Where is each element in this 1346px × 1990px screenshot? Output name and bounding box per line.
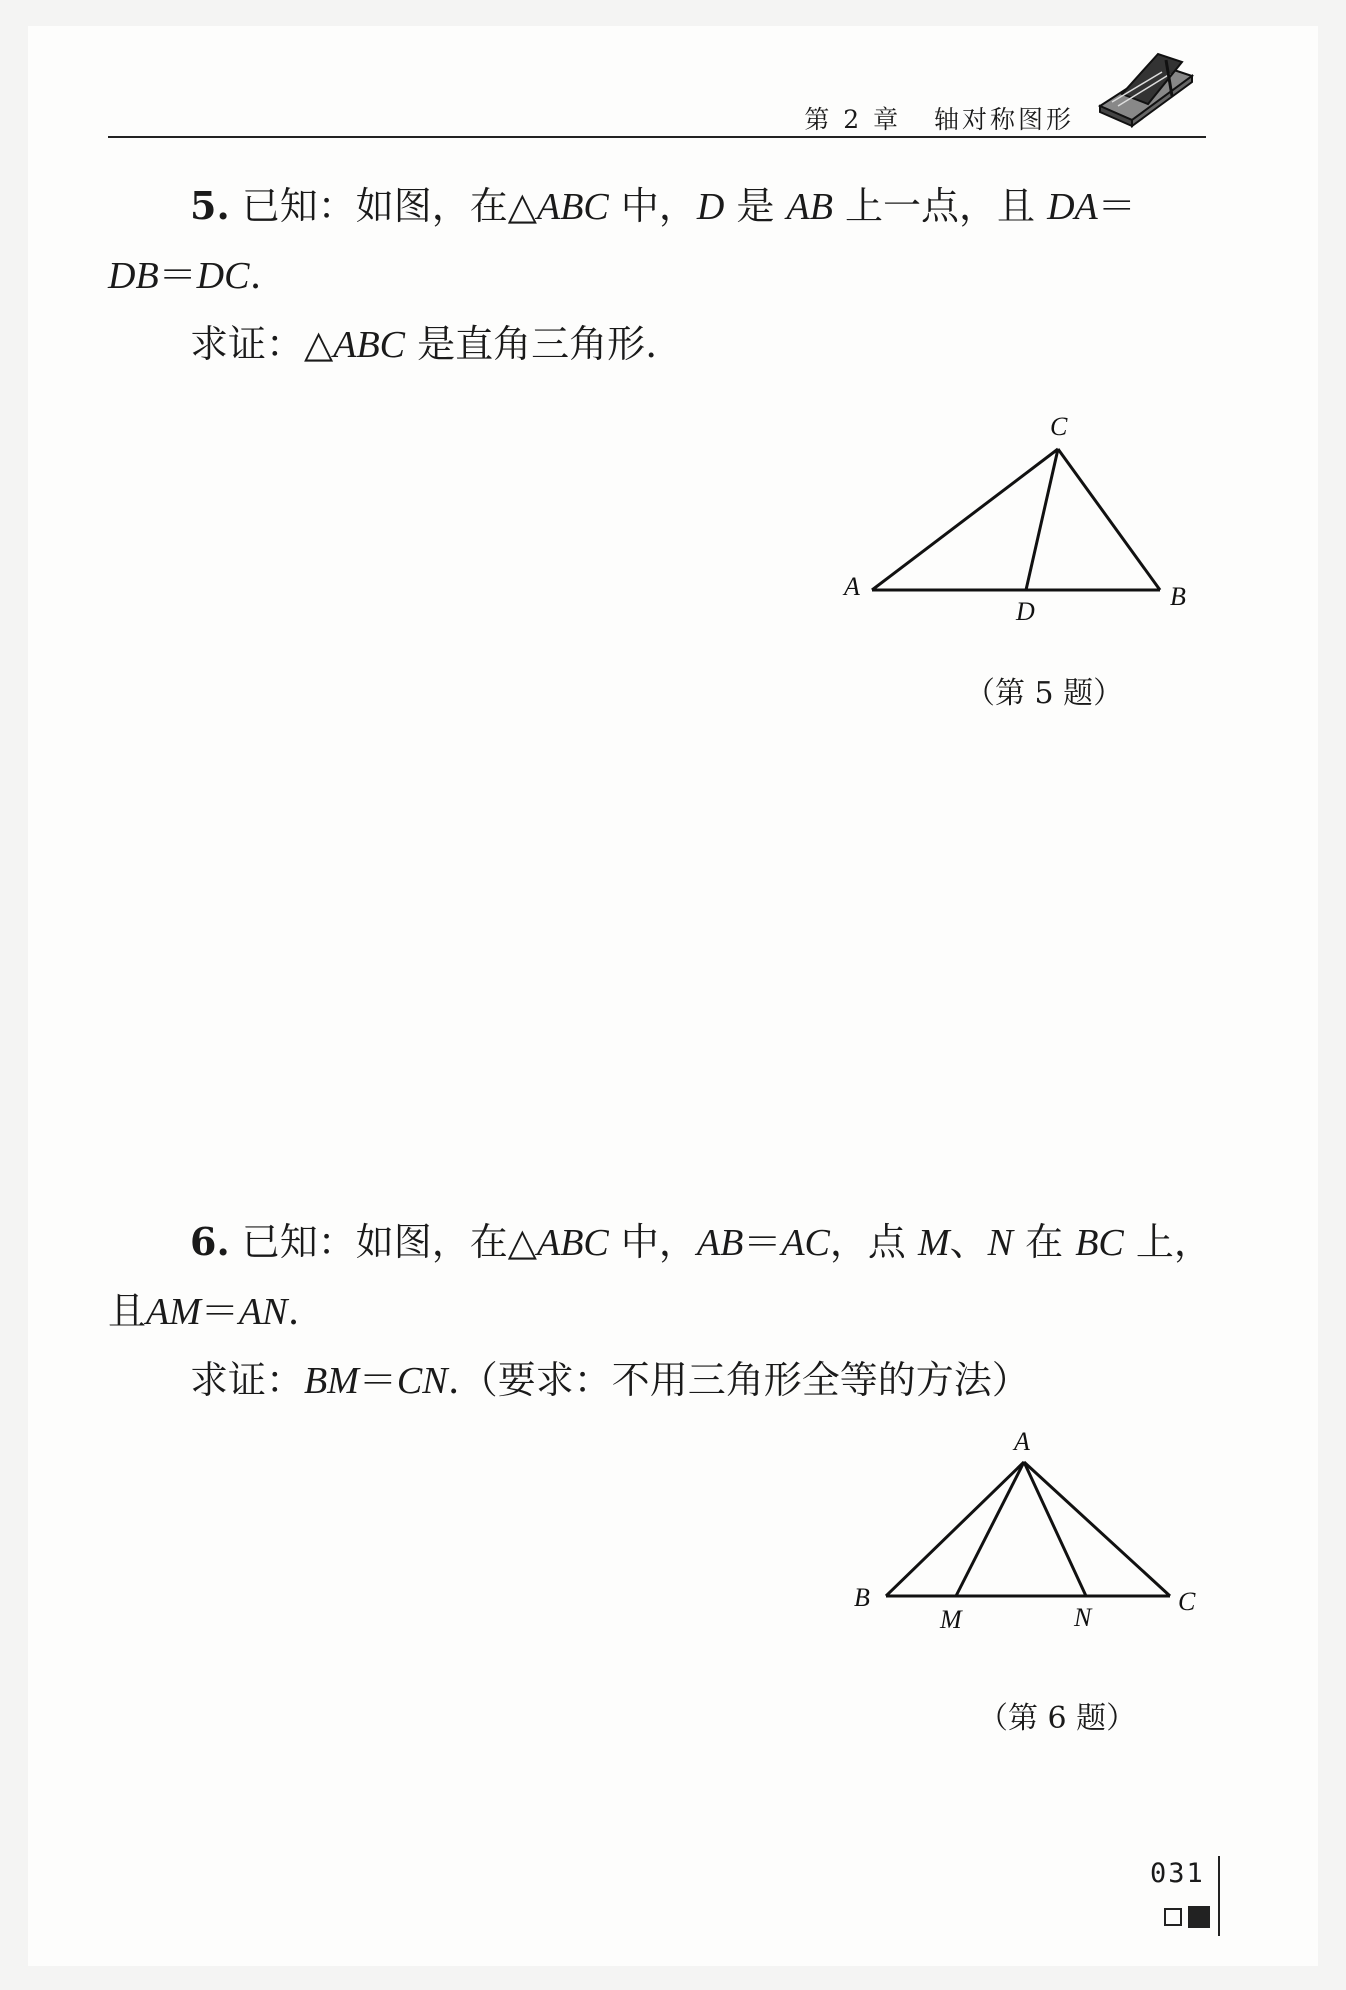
label-A: A (844, 572, 860, 601)
chapter-title: 轴对称图形 (933, 105, 1074, 134)
math-var: ABC (537, 186, 609, 228)
segment-AM (956, 1462, 1024, 1596)
text-span: ＝ (200, 1289, 239, 1333)
math-var: CN (396, 1360, 448, 1402)
math-var: DA (1047, 186, 1098, 228)
problem-6-prove (108, 1346, 1228, 1415)
label-M: M (940, 1605, 962, 1634)
figure-6-triangle (840, 1420, 1220, 1640)
text-span: 是直角三角形. (405, 322, 658, 366)
problem-6-line-1 (108, 1208, 1228, 1277)
text-span: 上一点，且 (832, 184, 1048, 228)
text-span: ＝ (158, 253, 197, 297)
label-B: B (1170, 582, 1186, 611)
math-var: AB (696, 1222, 744, 1264)
problem-5-line-1 (108, 172, 1228, 241)
chapter-label: 第 2 章 (804, 105, 902, 134)
label-A: A (1014, 1427, 1030, 1456)
label-B: B (854, 1583, 870, 1612)
book-icon (1092, 46, 1196, 128)
math-var: D (696, 186, 725, 228)
problem-6-number: 6. (190, 1219, 230, 1264)
text-span: ，点 (829, 1220, 918, 1264)
math-var: AN (238, 1291, 288, 1333)
text-span: 已知：如图，在△ (241, 184, 537, 228)
math-var: DB (108, 255, 159, 297)
label-D: D (1016, 597, 1035, 625)
math-var: BM (304, 1360, 359, 1402)
text-span: 中， (608, 184, 697, 228)
label-C: C (1178, 1587, 1196, 1616)
text-span: 在 (1013, 1220, 1076, 1264)
text-span: . (249, 253, 262, 297)
math-var: AC (781, 1222, 830, 1264)
math-var: DC (196, 255, 250, 297)
text-span: ＝ (358, 1358, 397, 1402)
text-span: .（要求：不用三角形全等的方法） (447, 1358, 1030, 1402)
text-span: ＝ (743, 1220, 782, 1264)
footer-divider (1218, 1856, 1220, 1936)
segment-AN (1024, 1462, 1086, 1596)
text-span: 求证： (190, 1358, 305, 1402)
math-var: BC (1075, 1222, 1124, 1264)
figure-5-triangle (820, 405, 1200, 625)
label-N: N (1074, 1603, 1092, 1632)
problem-6 (108, 1208, 1228, 1415)
problem-6-line-2 (108, 1277, 1228, 1346)
problem-5 (108, 172, 1228, 379)
header-text (804, 100, 1074, 136)
label-C: C (1050, 412, 1068, 441)
text-span: 、 (949, 1220, 988, 1264)
math-var: ABC (537, 1222, 609, 1264)
text-span: 求证：△ (190, 322, 334, 366)
text-span: ＝ (1097, 184, 1136, 228)
text-span: 上， (1123, 1220, 1212, 1264)
math-var: M (917, 1222, 950, 1264)
figure-6-caption: （第 6 题） (978, 1701, 1137, 1736)
problem-5-number: 5. (190, 183, 230, 228)
math-var: ABC (333, 324, 406, 366)
segment-AB (886, 1462, 1024, 1596)
filled-square-icon (1188, 1906, 1210, 1928)
text-span: 且 (108, 1289, 147, 1333)
figure-5-caption: （第 5 题） (965, 676, 1124, 711)
text-span: 已知：如图，在△ (241, 1220, 537, 1264)
segment-CB (1058, 449, 1160, 590)
problem-5-line-2 (108, 241, 1228, 310)
text-span: . (287, 1289, 300, 1333)
text-span: 是 (724, 184, 787, 228)
segment-AC (1024, 1462, 1170, 1596)
math-var: AB (786, 186, 833, 228)
math-var: AM (146, 1291, 201, 1333)
page-number: 031 (1150, 1858, 1205, 1889)
problem-5-prove (108, 310, 1228, 379)
running-header (108, 96, 1206, 138)
math-var: N (987, 1222, 1014, 1264)
empty-square-icon (1164, 1908, 1182, 1926)
text-span: 中， (608, 1220, 697, 1264)
